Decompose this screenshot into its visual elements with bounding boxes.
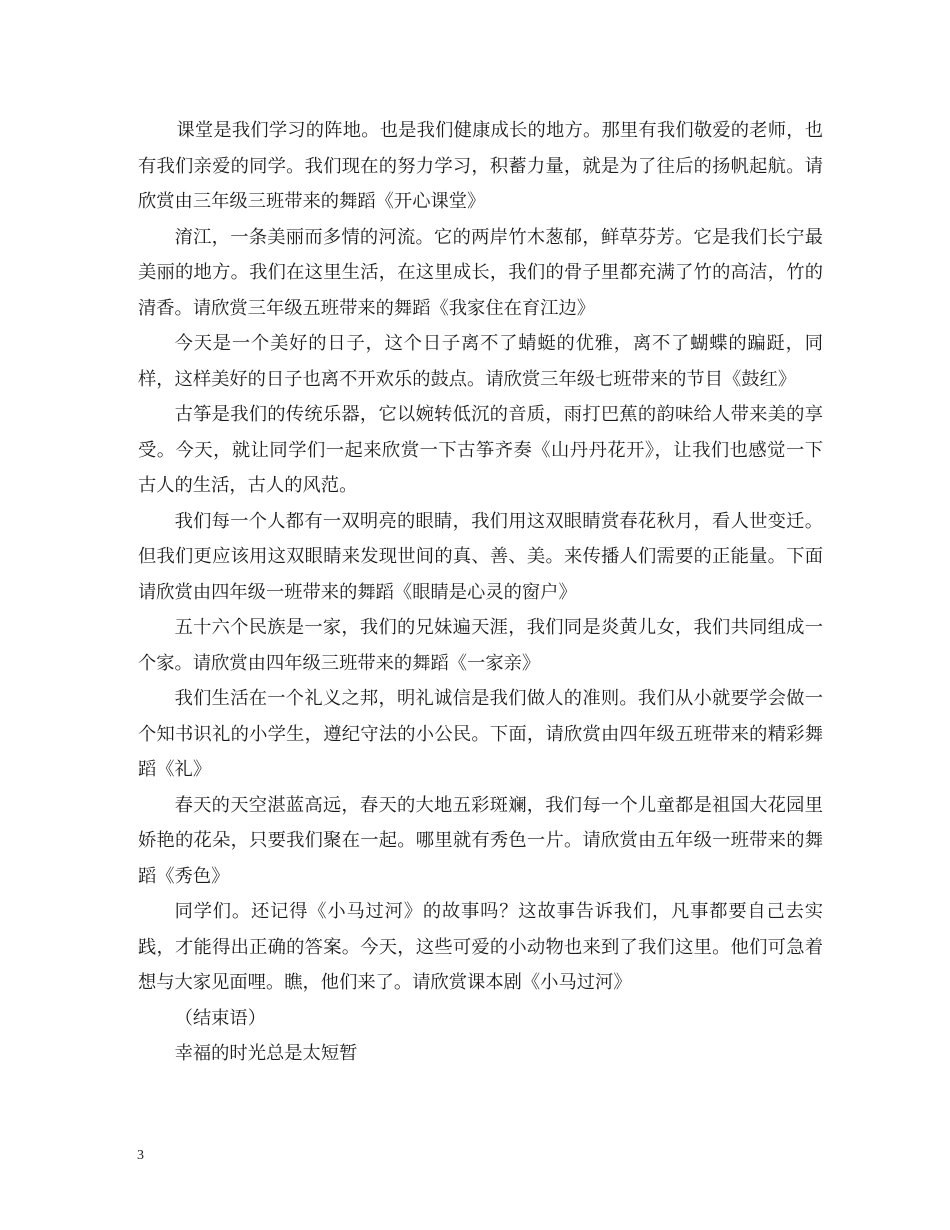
paragraph-6: 五十六个民族是一家，我们的兄妹遍天涯，我们同是炎黄儿女，我们共同组成一个家。请欣赏由四年级三班带来的舞蹈《一家亲》 — [138, 617, 823, 674]
paragraph-9: 同学们。还记得《小马过河》的故事吗？这故事告诉我们，凡事都要自己去实践，才能得出正确的答案。今天，这些可爱的小动物也来到了我们这里。他们可急着想与大家见面哩。瞧，他们来了。请欣赏课本剧《小马过河》 — [138, 901, 823, 993]
page-number: 3 — [137, 1148, 144, 1163]
paragraph-3: 今天是一个美好的日子，这个日子离不了蜻蜓的优雅，离不了蝴蝶的蹁跹，同样，这样美好的日子也离不开欢乐的鼓点。请欣赏三年级七班带来的节目《鼓红》 — [138, 333, 823, 390]
document-body — [138, 113, 823, 1072]
paragraph-2: 淯江，一条美丽而多情的河流。它的两岸竹木葱郁，鲜草芬芳。它是我们长宁最美丽的地方。我们在这里生活，在这里成长，我们的骨子里都充满了竹的高洁，竹的清香。请欣赏三年级五班带来的舞蹈《我家住在育江边》 — [138, 226, 823, 319]
paragraph-closing: 幸福的时光总是太短暂 — [174, 1043, 358, 1064]
paragraph-7: 我们生活在一个礼义之邦，明礼诚信是我们做人的准则。我们从小就要学会做一个知书识礼的小学生，遵纪守法的小公民。下面，请欣赏由四年级五班带来的精彩舞蹈《礼》 — [138, 688, 823, 780]
paragraph-1: 课堂是我们学习的阵地。也是我们健康成长的地方。那里有我们敬爱的老师，也有我们亲爱的同学。我们现在的努力学习，积蓄力量，就是为了往后的扬帆起航。请欣赏由三年级三班带来的舞蹈《开心课堂》 — [138, 120, 823, 212]
closing-heading: （结束语） — [174, 1007, 266, 1029]
paragraph-8: 春天的天空湛蓝高远，春天的大地五彩斑斓，我们每一个儿童都是祖国大花园里娇艳的花朵，只要我们聚在一起。哪里就有秀色一片。请欣赏由五年级一班带来的舞蹈《秀色》 — [138, 794, 823, 887]
paragraph-4: 古筝是我们的传统乐器，它以婉转低沉的音质，雨打巴蕉的韵味给人带来美的享受。今天，就让同学们一起来欣赏一下古筝齐奏《山丹丹花开》，让我们也感觉一下古人的生活，古人的风范。 — [138, 404, 823, 496]
paragraph-5: 我们每一个人都有一双明亮的眼睛，我们用这双眼睛赏春花秋月，看人世变迁。但我们更应该用这双眼睛来发现世间的真、善、美。来传播人们需要的正能量。下面请欣赏由四年级一班带来的舞蹈《眼睛是心灵的窗户》 — [138, 510, 823, 603]
